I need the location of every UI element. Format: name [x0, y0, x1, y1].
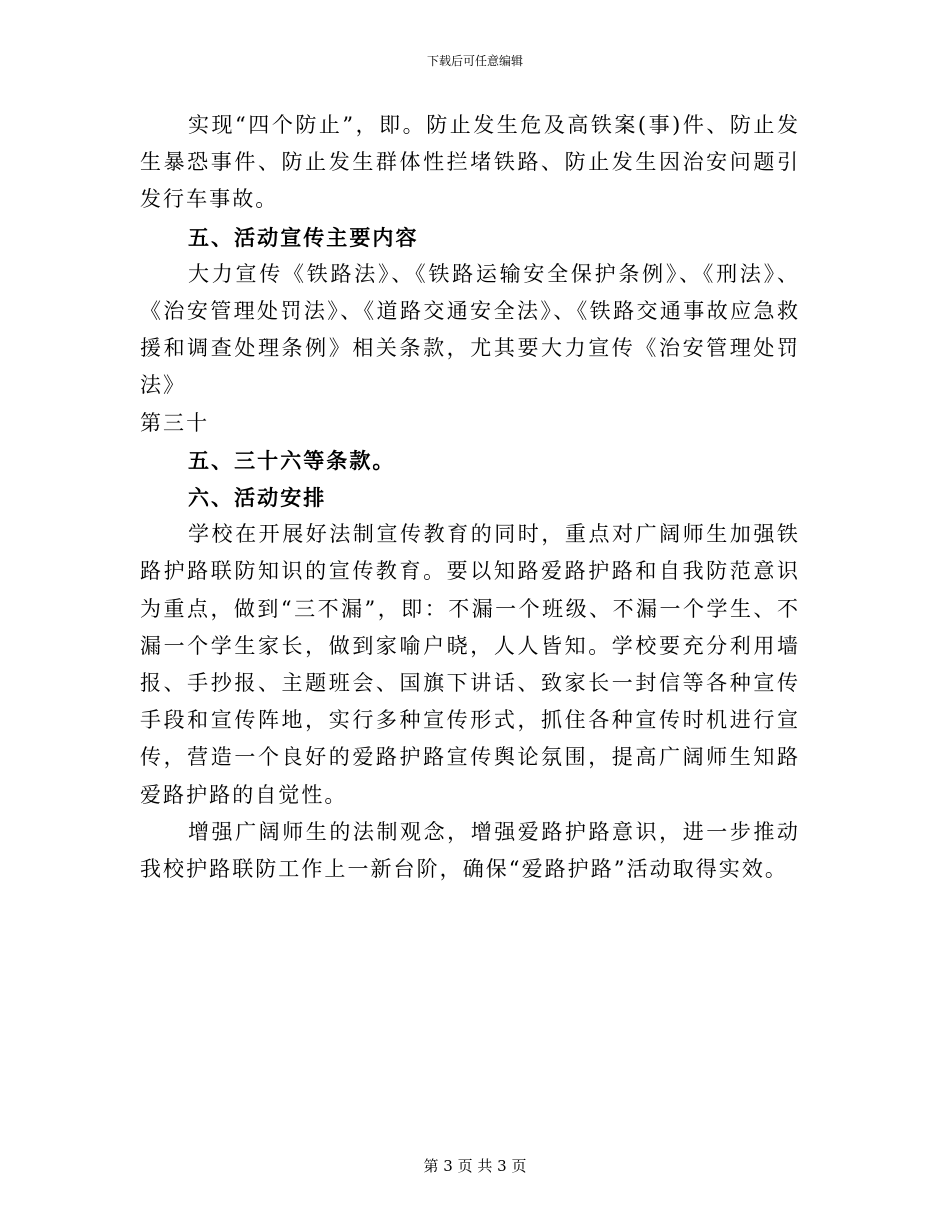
- document-body: [140, 107, 800, 888]
- page-footer: 第 3 页 共 3 页: [423, 1157, 527, 1175]
- paragraph-fragment: 第三十: [140, 410, 210, 435]
- section-heading-propaganda-content: 五、活动宣传主要内容: [188, 224, 419, 250]
- paragraph-four-preventions: 实现“四个防止”，即。防止发生危及高铁案(事)件、防止发生暴恐事件、防止发生群体性拦堵铁路、防止发生因治安问题引发行车事故。: [140, 113, 800, 212]
- section-heading-articles: 五、三十六等条款。: [188, 447, 396, 473]
- page-header: 下载后可任意编辑: [426, 54, 523, 68]
- paragraph-school-education: 学校在开展好法制宣传教育的同时，重点对广阔师生加强铁路护路联防知识的宣传教育。要以知路爱路护路和自我防范意识为重点，做到“三不漏”，即：不漏一个班级、不漏一个学生、不漏一个学生家长，做到家喻户晓，人人皆知。学校要充分利用墙报、手抄报、主题班会、国旗下讲话、致家长一封信等各种宣传手段和宣传阵地，实行多种宣传形式，抓住各种宣传时机进行宣传，营造一个良好的爱路护路宣传舆论氛围，提高广阔师生知路爱路护路的自觉性。: [140, 522, 800, 807]
- paragraph-laws-list: 大力宣传《铁路法》、《铁路运输安全保护条例》、《刑法》、《治安管理处罚法》、《道路交通安全法》、《铁路交通事故应急救援和调查处理条例》相关条款，尤其要大力宣传《治安管理处罚法》: [140, 261, 800, 398]
- paragraph-conclusion: 增强广阔师生的法制观念，增强爱路护路意识，进一步推动我校护路联防工作上一新台阶，确保“爱路护路”活动取得实效。: [140, 819, 800, 882]
- section-heading-activity-arrangement: 六、活动安排: [188, 485, 327, 511]
